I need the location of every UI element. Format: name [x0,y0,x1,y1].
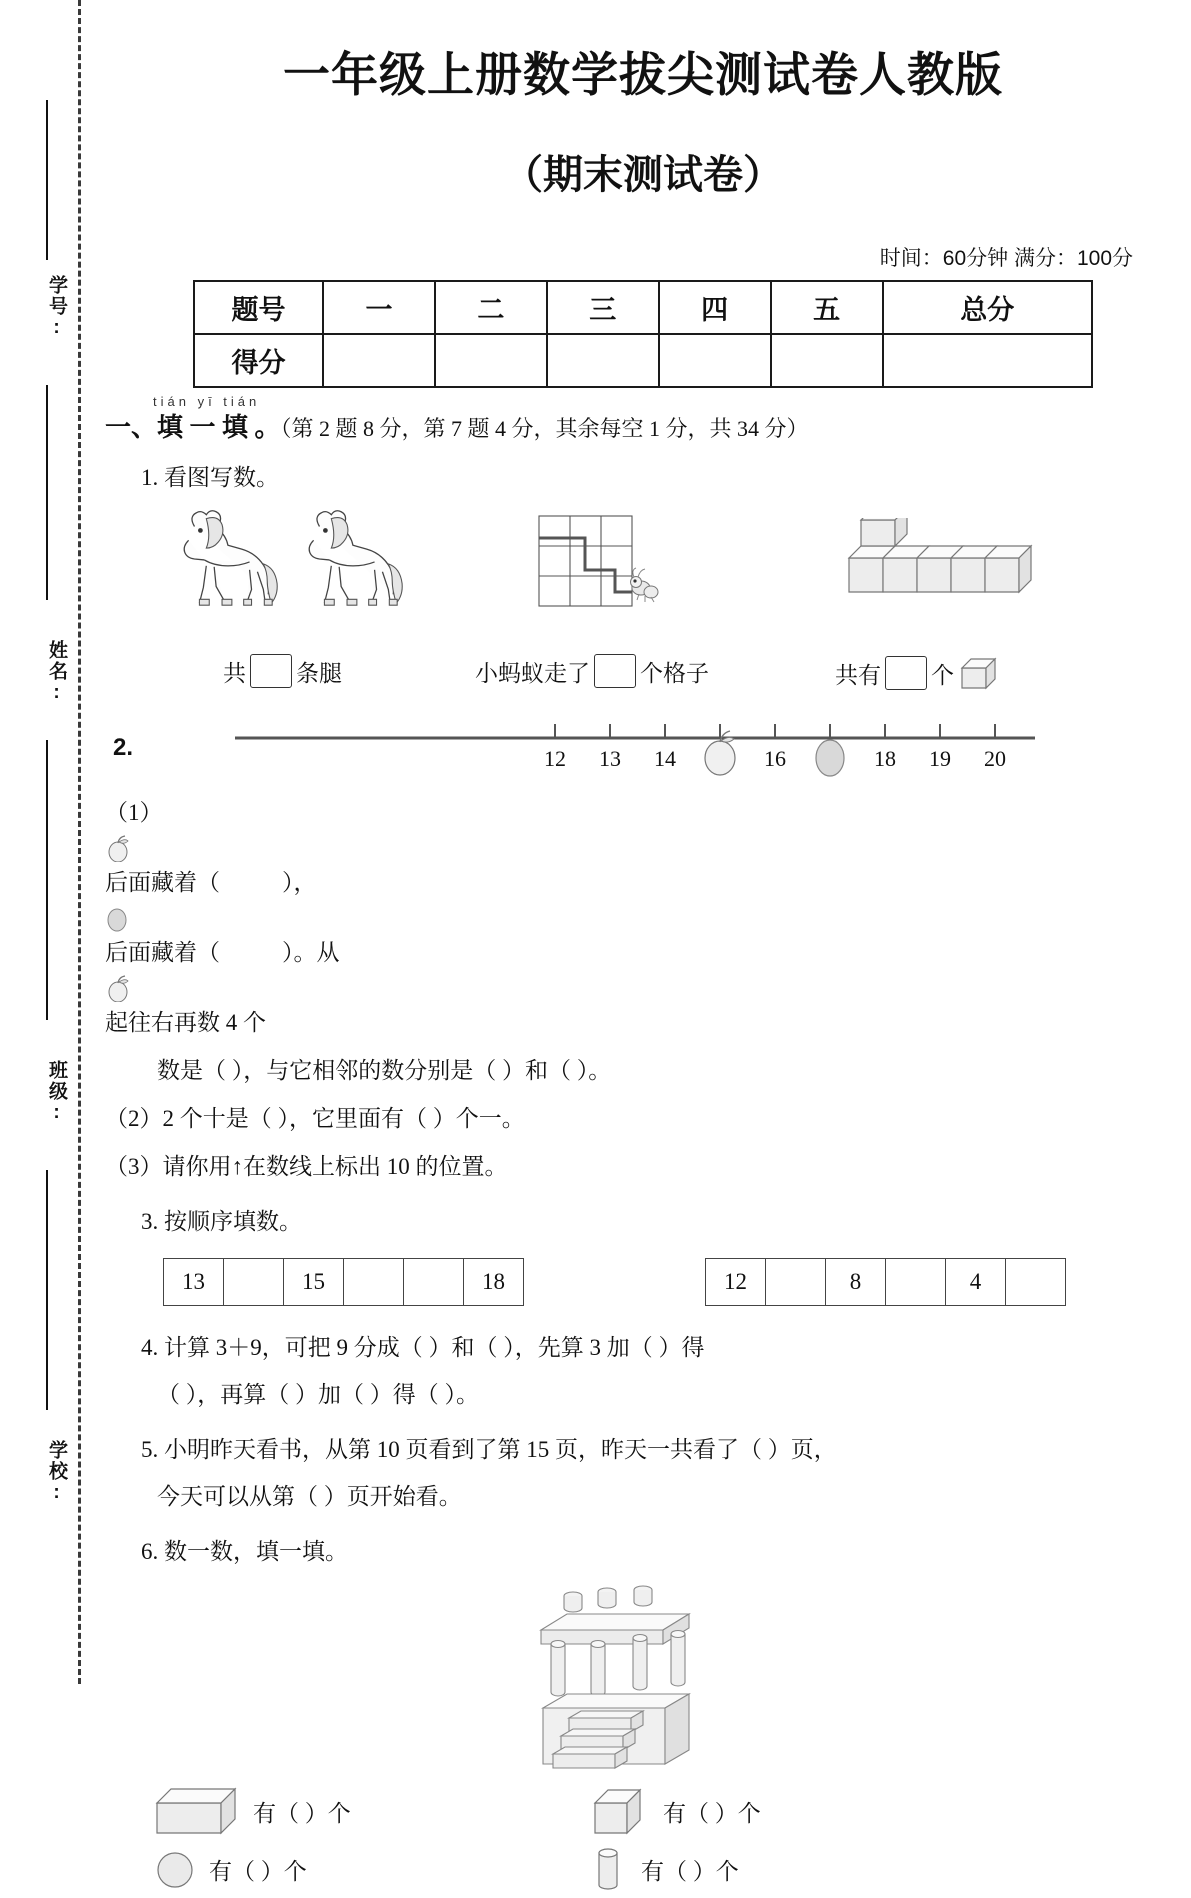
answer-box-horses[interactable] [250,654,292,688]
svg-text:16: 16 [764,746,786,771]
sequence-cell[interactable]: 15 [284,1259,344,1306]
egg-icon [105,904,129,932]
cube-icon [591,1785,653,1837]
score-cell: 四 [659,281,771,334]
shape-answer-text[interactable]: 有（ ）个 [663,1800,761,1826]
sequence-cell[interactable] [886,1259,946,1306]
svg-text:13: 13 [599,746,621,771]
score-cell: 三 [547,281,659,334]
question-5-number: 5. [141,1437,159,1462]
score-table [193,280,1093,388]
exam-page [95,0,1191,1884]
question-2-sub2: （2）2 个十是（ ），它里面有（ ）个一。 [105,1106,525,1131]
table-row [164,1259,524,1306]
answer-box-cubes[interactable] [885,656,927,690]
sequence-cell[interactable] [344,1259,404,1306]
score-cell: 五 [771,281,883,334]
table-row [706,1259,1066,1306]
shape-item-cuboid [153,1785,543,1837]
field-label-name: 姓名: [46,640,67,705]
page-title: 一年级上册数学拔尖测试卷人教版 [283,48,1003,101]
horse-icon [290,504,408,609]
question-6-prompt [141,1532,1157,1572]
shape-item-cube [591,1785,981,1837]
question-3-number: 3. [141,1209,159,1234]
apple-icon [105,834,131,862]
shape-row [105,1782,1157,1840]
score-input-cell[interactable] [883,334,1092,387]
question-2-sub1-line2: 数是（ ），与它相邻的数分别是（ ）和（ ）。 [157,1058,612,1083]
score-row-head: 题号 [194,281,323,334]
ant-answer-label [475,654,709,688]
score-input-cell[interactable] [547,334,659,387]
sequence-cell[interactable]: 8 [826,1259,886,1306]
numberline-svg [235,708,1075,786]
sequence-cell[interactable]: 18 [464,1259,524,1306]
score-cell: 二 [435,281,547,334]
sequence-cell[interactable]: 4 [946,1259,1006,1306]
question-6-text: 数一数，填一填。 [164,1539,348,1564]
cylinder-icon [591,1843,631,1895]
horses-answer-label [223,654,342,688]
svg-text:20: 20 [984,746,1006,771]
left-margin-strip [0,0,95,1684]
shape-item-cylinder [591,1843,981,1895]
section-1-heading [105,407,1157,444]
score-input-cell[interactable] [323,334,435,387]
question-2-sub1-line1 [105,792,1157,1044]
score-input-cell[interactable] [435,334,547,387]
question-2-numberline [105,708,1157,786]
question-4-line2: （ ），再算（ ）加（ ）得（ ）。 [157,1382,479,1407]
label-text: 个格子 [640,660,709,686]
shape-answer-text[interactable]: 有（ ）个 [253,1800,351,1826]
score-cell: 总分 [883,281,1092,334]
margin-rule-1 [46,100,48,260]
field-label-student-id: 学号: [46,275,67,340]
shape-answer-text[interactable]: 有（ ）个 [209,1858,307,1884]
small-cube-icon [958,654,1002,692]
sub-text: 后面藏着（ [105,940,220,965]
table-row [194,334,1092,387]
label-text: 小蚂蚁走了 [475,660,590,686]
question-1-answer-labels [105,654,1157,698]
egg-icon [816,740,844,776]
sequence-cell[interactable] [404,1259,464,1306]
question-5-line2: 今天可以从第（ ）页开始看。 [157,1484,462,1509]
shape-item-sphere [153,1846,543,1892]
question-1-text: 看图写数。 [164,465,279,490]
cube-stack-icon [835,518,1045,608]
sub-text: 后面藏着（ [105,870,220,895]
question-4-number: 4. [141,1335,159,1360]
question-3-text: 按顺序填数。 [164,1209,302,1234]
label-text: 共有 [835,662,881,688]
sub-text: ）， [282,870,317,895]
question-4-line1 [141,1328,1157,1368]
section-pinyin: tián yī tián [153,394,261,409]
question-4-text: 计算 3＋9，可把 9 分成（ ）和（ ），先算 3 加（ ）得 [164,1335,705,1360]
sequence-cell[interactable] [766,1259,826,1306]
score-input-cell[interactable] [659,334,771,387]
score-input-cell[interactable] [771,334,883,387]
margin-rule-2 [46,385,48,600]
table-row [194,281,1092,334]
shape-row [105,1840,1157,1898]
question-2-number: 2. [113,734,134,761]
field-label-class: 班级: [46,1060,67,1125]
margin-rule-4 [46,1170,48,1410]
sub-text: ）。从 [282,940,340,965]
question-1-number: 1. [141,465,159,490]
sequence-table-left [163,1258,524,1306]
score-row-head: 得分 [194,334,323,387]
sub-number: （1） [105,800,163,825]
sequence-cell[interactable]: 12 [706,1259,766,1306]
svg-text:19: 19 [929,746,951,771]
question-6-figure [105,1578,1157,1778]
exam-meta-info: 时间：60分钟 满分：100分 [879,247,1133,270]
question-3-sequences [105,1258,1157,1314]
svg-text:18: 18 [874,746,896,771]
question-6-answer-rows [105,1782,1157,1898]
answer-box-ant[interactable] [594,654,636,688]
apple-icon [105,974,131,1002]
sphere-icon [153,1846,199,1892]
question-6-number: 6. [141,1539,159,1564]
sequence-cell[interactable]: 13 [164,1259,224,1306]
section-1-title: 一、填 一 填 。 [105,413,281,442]
sub-text: 起往右再数 4 个 [105,1010,266,1035]
label-text: 个 [931,662,954,688]
field-label-school: 学校: [46,1440,67,1505]
question-5-line1 [141,1430,1157,1470]
score-cell: 一 [323,281,435,334]
question-1-figures [105,504,1157,654]
page-subtitle: （期末测试卷） [503,153,783,197]
block-structure-icon [521,1578,741,1778]
svg-text:14: 14 [654,746,676,771]
label-text: 条腿 [296,660,342,686]
horse-icon [165,504,283,609]
cut-line-dashed [78,0,81,1684]
exam-content [95,394,1191,1898]
ant-grid-icon [535,512,665,612]
cubes-answer-label [835,654,1002,692]
label-text: 共 [223,660,246,686]
question-3-prompt [141,1202,1157,1242]
shape-answer-text[interactable]: 有（ ）个 [641,1858,739,1884]
question-5-text: 小明昨天看书，从第 10 页看到了第 15 页，昨天一共看了（ ）页， [164,1437,837,1462]
question-2-sub3: （3）请你用↑在数线上标出 10 的位置。 [105,1154,508,1179]
sequence-cell[interactable] [1006,1259,1066,1306]
question-1-prompt [141,458,1157,498]
cuboid-icon [153,1785,243,1837]
sequence-table-right [705,1258,1066,1306]
section-1-points: （第 2 题 8 分，第 7 题 4 分，其余每空 1 分，共 34 分） [280,416,809,441]
margin-rule-3 [46,740,48,1020]
svg-text:12: 12 [544,746,566,771]
ant-icon [631,568,659,602]
sequence-cell[interactable] [224,1259,284,1306]
